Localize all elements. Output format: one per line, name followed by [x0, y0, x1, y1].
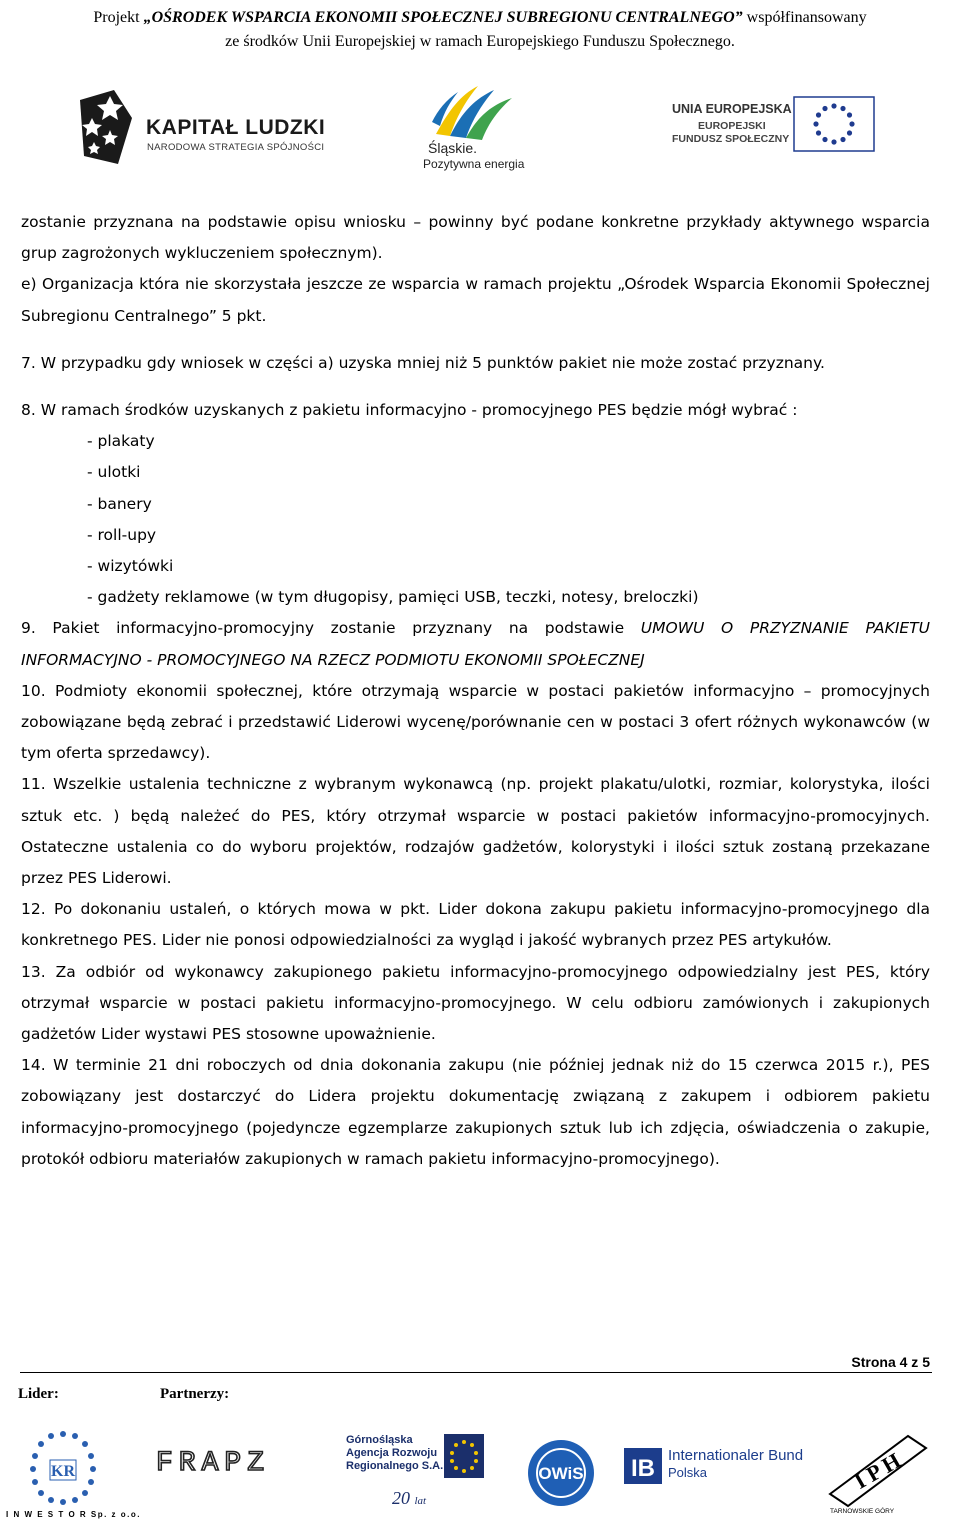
paragraph-11: 11. Wszelkie ustalenia techniczne z wybranym wykonawcą (np. projekt plakatu/ulotki, rozmiar, kolorystyka, ilości sztuk etc. ) będą należeć do PES, który otrzymał wsparcie w postaci pakietów informacyjno-promocyjnych. Ostateczne ustalenia co do wyboru projektów, rodzajów gadżetów, kolorystyki i ilości sztuk zostaną przekazane przez PES Liderowi.: [21, 775, 930, 888]
garr-years-unit: lat: [414, 1495, 427, 1507]
note-prefix: Projekt: [93, 9, 140, 26]
partners-label: Partnerzy:: [160, 1386, 230, 1402]
garr-line-2: Agencja Rozwoju: [346, 1447, 438, 1459]
slaskie-name: Śląskie.: [428, 140, 478, 156]
list-item: - roll-upy: [87, 525, 157, 544]
paragraph-12: 12. Po dokonaniu ustaleń, o których mowa w pkt. Lider dokona zakupu pakietu informacyjno-promocyjnego dla konkretnego PES. Lider nie ponosi odpowiedzialności za wygląd i jakość wybranych przez PES artykułów.: [21, 900, 930, 950]
ib-mark-icon: [624, 1446, 664, 1486]
ib-mark: IB: [631, 1455, 655, 1482]
garr-years: 20: [392, 1488, 410, 1508]
kapital-ludzki-name: KAPITAŁ LUDZKI: [146, 116, 326, 139]
footer-divider: [20, 1372, 932, 1373]
note-line-2: ze środków Unii Europejskiej w ramach Europejskiego Funduszu Społecznego.: [225, 33, 735, 50]
iph-caption: TARNOWSKIE GÓRY: [830, 1508, 895, 1515]
garr-stars-icon: [444, 1434, 484, 1478]
garr-logo: [346, 1434, 486, 1514]
paragraph-7: 7. W przypadku gdy wniosek w części a) uzyska mniej niż 5 punktów pakiet nie może zostać przyznany.: [21, 353, 825, 372]
list-item: - gadżety reklamowe (w tym długopisy, pamięci USB, teczki, notesy, breloczki): [87, 588, 699, 607]
garr-line-1: Górnośląska: [346, 1434, 413, 1446]
paragraph-9: [21, 613, 930, 675]
slaskie-subtitle: Pozytywna energia: [423, 157, 525, 171]
iph-diamond-icon: [826, 1432, 930, 1508]
project-title: „OŚRODEK WSPARCIA EKONOMII SPOŁECZNEJ SUBREGIONU CENTRALNEGO”: [143, 9, 743, 26]
iph-letters: I P H: [849, 1447, 905, 1494]
list-item: - plakaty: [87, 432, 155, 451]
list-item: - wizytówki: [87, 557, 174, 576]
garr-anniversary: [392, 1488, 426, 1509]
slaskie-logo: [418, 82, 538, 172]
internationaler-bund-logo: [624, 1446, 804, 1486]
slaskie-waves-icon: [428, 82, 518, 140]
owes-text: OWiS: [538, 1464, 584, 1483]
eu-social-fund-logo: [672, 96, 878, 156]
ue-line-1: UNIA EUROPEJSKA: [672, 102, 792, 116]
paragraph-10: 10. Podmioty ekonomii społecznej, które otrzymają wsparcie w postaci pakietów informacyjno – promocyjnych zobowiązane będą zebrać i przedstawić Liderowi wycenę/porównanie cen w postaci 3 ofert różnych wykonawców (w tym oferta sprzedawcy).: [21, 681, 930, 763]
list-item: - ulotki: [87, 463, 141, 482]
note-suffix: współfinansowany: [746, 9, 867, 26]
garr-text: [346, 1434, 443, 1473]
promo-items-list: [21, 426, 930, 613]
inwestor-tag: I N W E S T O R Sp. z o.o.: [6, 1510, 141, 1519]
frapz-wordmark: FRAPZ: [156, 1448, 271, 1479]
paragraph-point-e: e) Organizacja która nie skorzystała jeszcze ze wsparcia w ramach projektu „Ośrodek Wsparcia Ekonomii Społecznej Subregionu Centralnego” 5 pkt.: [21, 275, 930, 325]
page-number: Strona 4 z 5: [851, 1354, 930, 1370]
paragraph-14: 14. W terminie 21 dni roboczych od dnia dokonania zakupu (nie później jednak niż do 15 czerwca 2015 r.), PES zobowiązany jest dostarczyć do Lidera projektu dokumentację związaną z zakupem i odbiorem pakietu informacyjno-promocyjnego (pojedyncze egzemplarze zakupionych sztuk lub ich zdjęcia, oświadczenia o zakupie, protokół odbioru materiałów zakupionych w ramach pakietu informacyjno-promocyjnego).: [21, 1056, 930, 1168]
kapital-ludzki-subtitle: NARODOWA STRATEGIA SPÓJNOŚCI: [147, 142, 325, 153]
project-funding-note: [0, 6, 960, 54]
owes-circle-icon: [526, 1438, 596, 1508]
inwestor-stars-icon: [6, 1430, 136, 1508]
paragraph-13: 13. Za odbiór od wykonawcy zakupionego pakietu informacyjno-promocyjnego odpowiedzialny jest PES, który otrzymał wsparcie w postaci pakietu informacyjno-promocyjnego. W celu odbioru zamówionych i zakupionych gadżetów Lider wystawi PES stosowne upoważnienie.: [21, 962, 930, 1044]
paragraph-9-agreement-title: UMOWU O PRZYZNANIE PAKIETU INFORMACYJNO - PROMOCYJNEGO NA RZECZ PODMIOTU EKONOMII SPOŁECZNEJ: [21, 619, 930, 669]
paragraph-9-text: 9. Pakiet informacyjno-promocyjny zostanie przyznany na podstawie: [21, 619, 641, 638]
kapital-ludzki-mark-icon: [80, 90, 132, 164]
ib-name: Internationaler Bund: [668, 1447, 804, 1464]
iph-logo: [826, 1432, 930, 1518]
paragraph-8: 8. W ramach środków uzyskanych z pakietu informacyjno - promocyjnego PES będzie mógł wybrać :: [21, 401, 798, 420]
frapz-logo: [156, 1448, 300, 1478]
garr-line-3: Regionalnego S.A.: [346, 1460, 444, 1472]
ue-line-3: FUNDUSZ SPOŁECZNY: [672, 133, 790, 145]
inwestor-initials: KR: [51, 1463, 75, 1480]
leader-label: Lider:: [18, 1386, 59, 1402]
ue-line-2: EUROPEJSKI: [698, 120, 766, 132]
kapital-ludzki-logo: [80, 90, 326, 166]
list-item: - banery: [87, 494, 152, 513]
document-body: [21, 207, 930, 1175]
paragraph-continuation: zostanie przyznana na podstawie opisu wniosku – powinny być podane konkretne przykłady aktywnego wsparcia grup zagrożonych wykluczeniem społecznym).: [21, 213, 930, 263]
eu-flag-icon: [793, 96, 875, 152]
inwestor-logo: [6, 1430, 141, 1522]
ib-subtitle: Polska: [668, 1465, 708, 1480]
owes-logo: [526, 1438, 596, 1508]
